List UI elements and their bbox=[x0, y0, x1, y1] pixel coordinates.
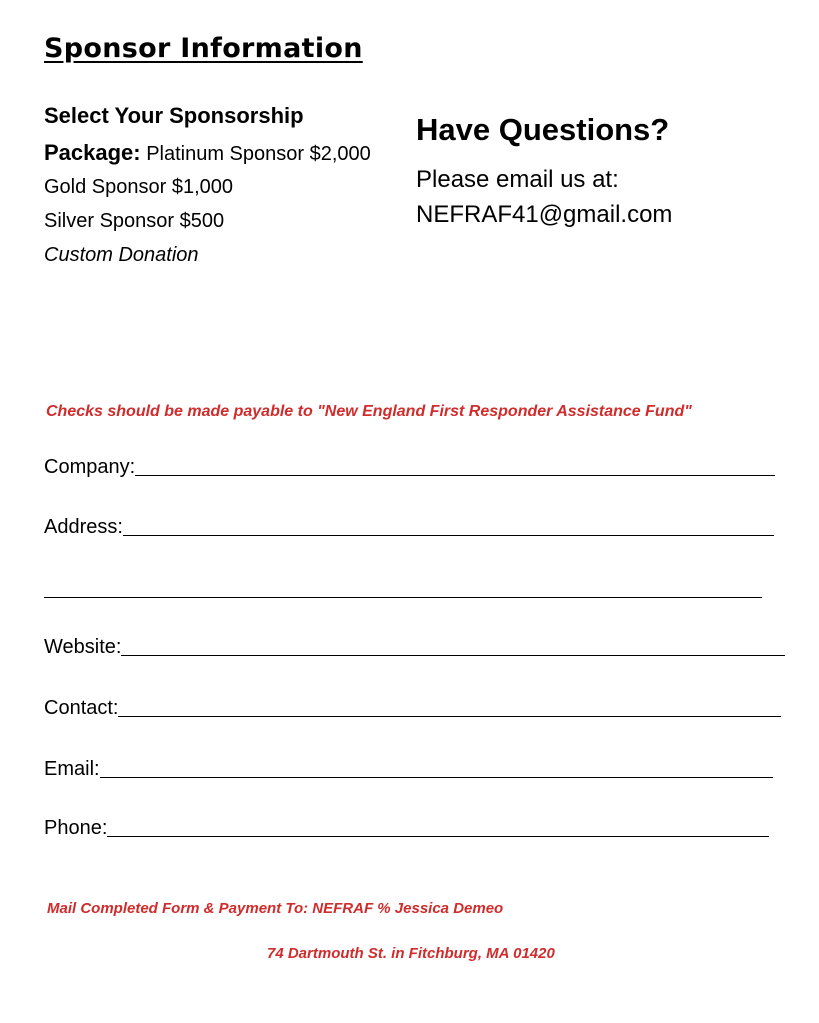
checks-note: Checks should be made payable to "New England First Responder Assistance Fund" bbox=[46, 403, 692, 420]
package-label: Package: bbox=[44, 140, 141, 165]
package-platinum: Platinum Sponsor $2,000 bbox=[146, 143, 371, 165]
address-line-2[interactable] bbox=[44, 597, 762, 598]
email-field[interactable] bbox=[44, 752, 773, 780]
contact-field[interactable] bbox=[44, 691, 781, 719]
page-title: Sponsor Information bbox=[44, 33, 363, 64]
questions-heading: Have Questions? bbox=[416, 112, 670, 147]
phone-line[interactable] bbox=[107, 836, 769, 837]
contact-label: Contact: bbox=[44, 697, 119, 719]
mail-address: 74 Dartmouth St. in Fitchburg, MA 01420 bbox=[267, 945, 555, 962]
company-label: Company: bbox=[44, 456, 136, 478]
phone-field[interactable] bbox=[44, 811, 769, 839]
address-field[interactable] bbox=[44, 510, 774, 538]
website-field[interactable] bbox=[44, 630, 785, 658]
mail-instructions: Mail Completed Form & Payment To: NEFRAF % Jessica Demeo bbox=[47, 900, 504, 917]
package-heading: Select Your Sponsorship bbox=[44, 103, 304, 128]
email-label: Email: bbox=[44, 758, 100, 780]
package-silver: Silver Sponsor $500 bbox=[44, 210, 225, 232]
questions-text: Please email us at: bbox=[416, 166, 619, 193]
address-line[interactable] bbox=[123, 535, 774, 536]
contact-email[interactable]: NEFRAF41@gmail.com bbox=[416, 201, 673, 228]
package-gold: Gold Sponsor $1,000 bbox=[44, 176, 234, 198]
package-platinum-row bbox=[44, 140, 371, 166]
phone-label: Phone: bbox=[44, 817, 108, 839]
email-line[interactable] bbox=[100, 777, 773, 778]
package-custom: Custom Donation bbox=[44, 244, 199, 266]
website-line[interactable] bbox=[121, 655, 785, 656]
address-label: Address: bbox=[44, 516, 123, 538]
contact-line[interactable] bbox=[118, 716, 781, 717]
company-field[interactable] bbox=[44, 450, 775, 478]
website-label: Website: bbox=[44, 636, 122, 658]
company-line[interactable] bbox=[135, 475, 775, 476]
